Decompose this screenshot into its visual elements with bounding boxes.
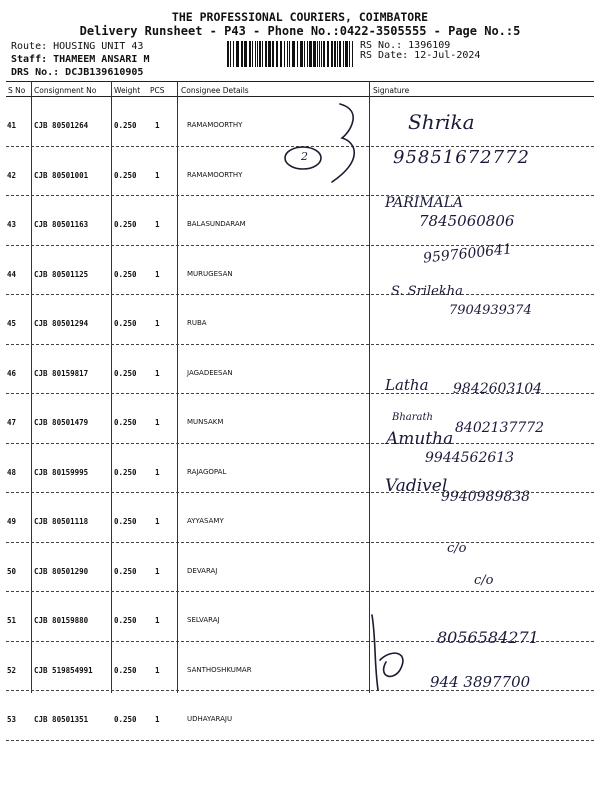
consignment-number: CJB 80159880 (34, 616, 89, 625)
route-label: Route: HOUSING UNIT 43 (11, 41, 144, 52)
col-consignee: Consignee Details (181, 86, 249, 95)
consignment-number: CJB 80501001 (34, 170, 89, 180)
piece-count: 1 (155, 467, 160, 477)
signature-48: Amutha (386, 429, 454, 449)
consignee-name: DEVARAJ (187, 566, 218, 575)
table-row (6, 97, 594, 147)
weight: 0.250 (114, 121, 137, 130)
piece-count: 1 (155, 665, 160, 675)
table-row (6, 543, 594, 593)
serial-number: 49 (7, 517, 17, 526)
piece-count: 1 (155, 616, 160, 625)
consignment-number: CJB 80501351 (34, 715, 89, 724)
consignment-number: CJB 80501125 (34, 269, 89, 279)
header-top-rule (6, 81, 594, 82)
circled-number: 2 (301, 150, 308, 163)
serial-number: 47 (7, 418, 17, 427)
row-divider (6, 740, 594, 741)
phone-49: 9940989838 (441, 489, 531, 505)
weight: 0.250 (114, 170, 137, 180)
consignment-number: CJB 519854991 (34, 665, 93, 675)
serial-number: 50 (7, 566, 17, 576)
phone-46: 9842603104 (453, 381, 543, 397)
phone-45: 7904939374 (449, 303, 532, 318)
signature-47: Bharath (392, 412, 433, 423)
signature-45: S. Srilekha (391, 284, 463, 299)
serial-number: 42 (7, 170, 17, 180)
weight: 0.250 (114, 715, 137, 724)
weight: 0.250 (114, 319, 137, 328)
consignee-name: BALASUNDARAM (187, 220, 246, 228)
staff-label: Staff: THAMEEM ANSARI M (11, 54, 150, 65)
serial-number: 52 (7, 665, 17, 675)
piece-count: 1 (155, 170, 160, 180)
consignee-name: RAJAGOPAL (187, 467, 227, 476)
piece-count: 1 (155, 566, 160, 576)
col-sno: S No (8, 86, 26, 95)
phone-53: 944 3897700 (430, 673, 531, 691)
piece-count: 1 (155, 715, 160, 724)
consignment-number: CJB 80501118 (34, 517, 89, 526)
phone-44: 9597600641 (422, 241, 513, 267)
consignee-name: MURUGESAN (187, 269, 233, 278)
consignee-name: AYYASAMY (187, 517, 224, 525)
serial-number: 53 (7, 715, 17, 724)
serial-number: 44 (7, 269, 17, 279)
weight: 0.250 (114, 220, 137, 229)
weight: 0.250 (114, 368, 137, 378)
col-pcs: PCS (150, 86, 165, 95)
signature-46: Latha (385, 376, 429, 394)
serial-number: 45 (7, 319, 17, 328)
piece-count: 1 (155, 418, 160, 427)
phone-43: 7845060806 (419, 212, 515, 230)
company-name: THE PROFESSIONAL COURIERS, COIMBATORE (171, 10, 429, 24)
signature-41: Shrika (408, 110, 475, 134)
signature-49: Vadivel (385, 476, 448, 496)
phone-48: 9944562613 (425, 450, 515, 466)
phone-52: 8056584271 (437, 628, 539, 647)
drs-number: DRS No.: DCJB139610905 (11, 67, 144, 78)
consignment-number: CJB 80501294 (34, 319, 89, 328)
consignment-number: CJB 80159995 (34, 467, 89, 477)
rs-number: RS No.: 1396109 (360, 40, 451, 51)
serial-number: 41 (7, 121, 17, 130)
piece-count: 1 (155, 517, 160, 526)
col-signature: Signature (373, 86, 410, 95)
signature-43: PARIMALA (385, 195, 464, 211)
consignee-name: RAMAMOORTHY (187, 121, 243, 129)
piece-count: 1 (155, 368, 160, 378)
serial-number: 51 (7, 616, 17, 625)
weight: 0.250 (114, 616, 137, 625)
runsheet-title: Delivery Runsheet - P43 - Phone No.:0422-3505555 - Page No.:5 (79, 24, 521, 38)
consignment-number: CJB 80159817 (34, 368, 89, 378)
mark-50: c/o (447, 541, 467, 556)
weight: 0.250 (114, 467, 137, 477)
col-consignment: Consignment No (34, 86, 97, 95)
table-row (6, 691, 594, 741)
serial-number: 48 (7, 467, 17, 477)
barcode (227, 41, 353, 67)
consignee-name: MUNSAKM (187, 418, 224, 426)
col-weight: Weight (114, 86, 141, 95)
consignee-name: JAGADEESAN (187, 368, 233, 377)
serial-number: 43 (7, 220, 17, 229)
consignment-number: CJB 80501264 (34, 121, 89, 130)
consignee-name: SANTHOSHKUMAR (187, 665, 252, 674)
piece-count: 1 (155, 220, 160, 229)
piece-count: 1 (155, 269, 160, 279)
consignment-number: CJB 80501290 (34, 566, 89, 576)
weight: 0.250 (114, 665, 137, 675)
piece-count: 1 (155, 121, 160, 130)
consignee-name: SELVARAJ (187, 616, 220, 624)
consignee-name: UDHAYARAJU (187, 715, 233, 723)
piece-count: 1 (155, 319, 160, 328)
rs-date: RS Date: 12-Jul-2024 (360, 50, 481, 61)
phone-47: 8402137772 (455, 420, 545, 436)
mark-51: c/o (474, 573, 494, 588)
phone-42: 95851672772 (393, 147, 530, 168)
consignment-number: CJB 80501479 (34, 418, 89, 427)
consignee-name: RAMAMOORTHY (187, 170, 243, 179)
consignee-name: RUBA (187, 319, 207, 327)
weight: 0.250 (114, 517, 137, 526)
weight: 0.250 (114, 269, 137, 279)
weight: 0.250 (114, 418, 137, 427)
weight: 0.250 (114, 566, 137, 576)
consignment-number: CJB 80501163 (34, 220, 89, 229)
serial-number: 46 (7, 368, 17, 378)
table-row (6, 394, 594, 444)
